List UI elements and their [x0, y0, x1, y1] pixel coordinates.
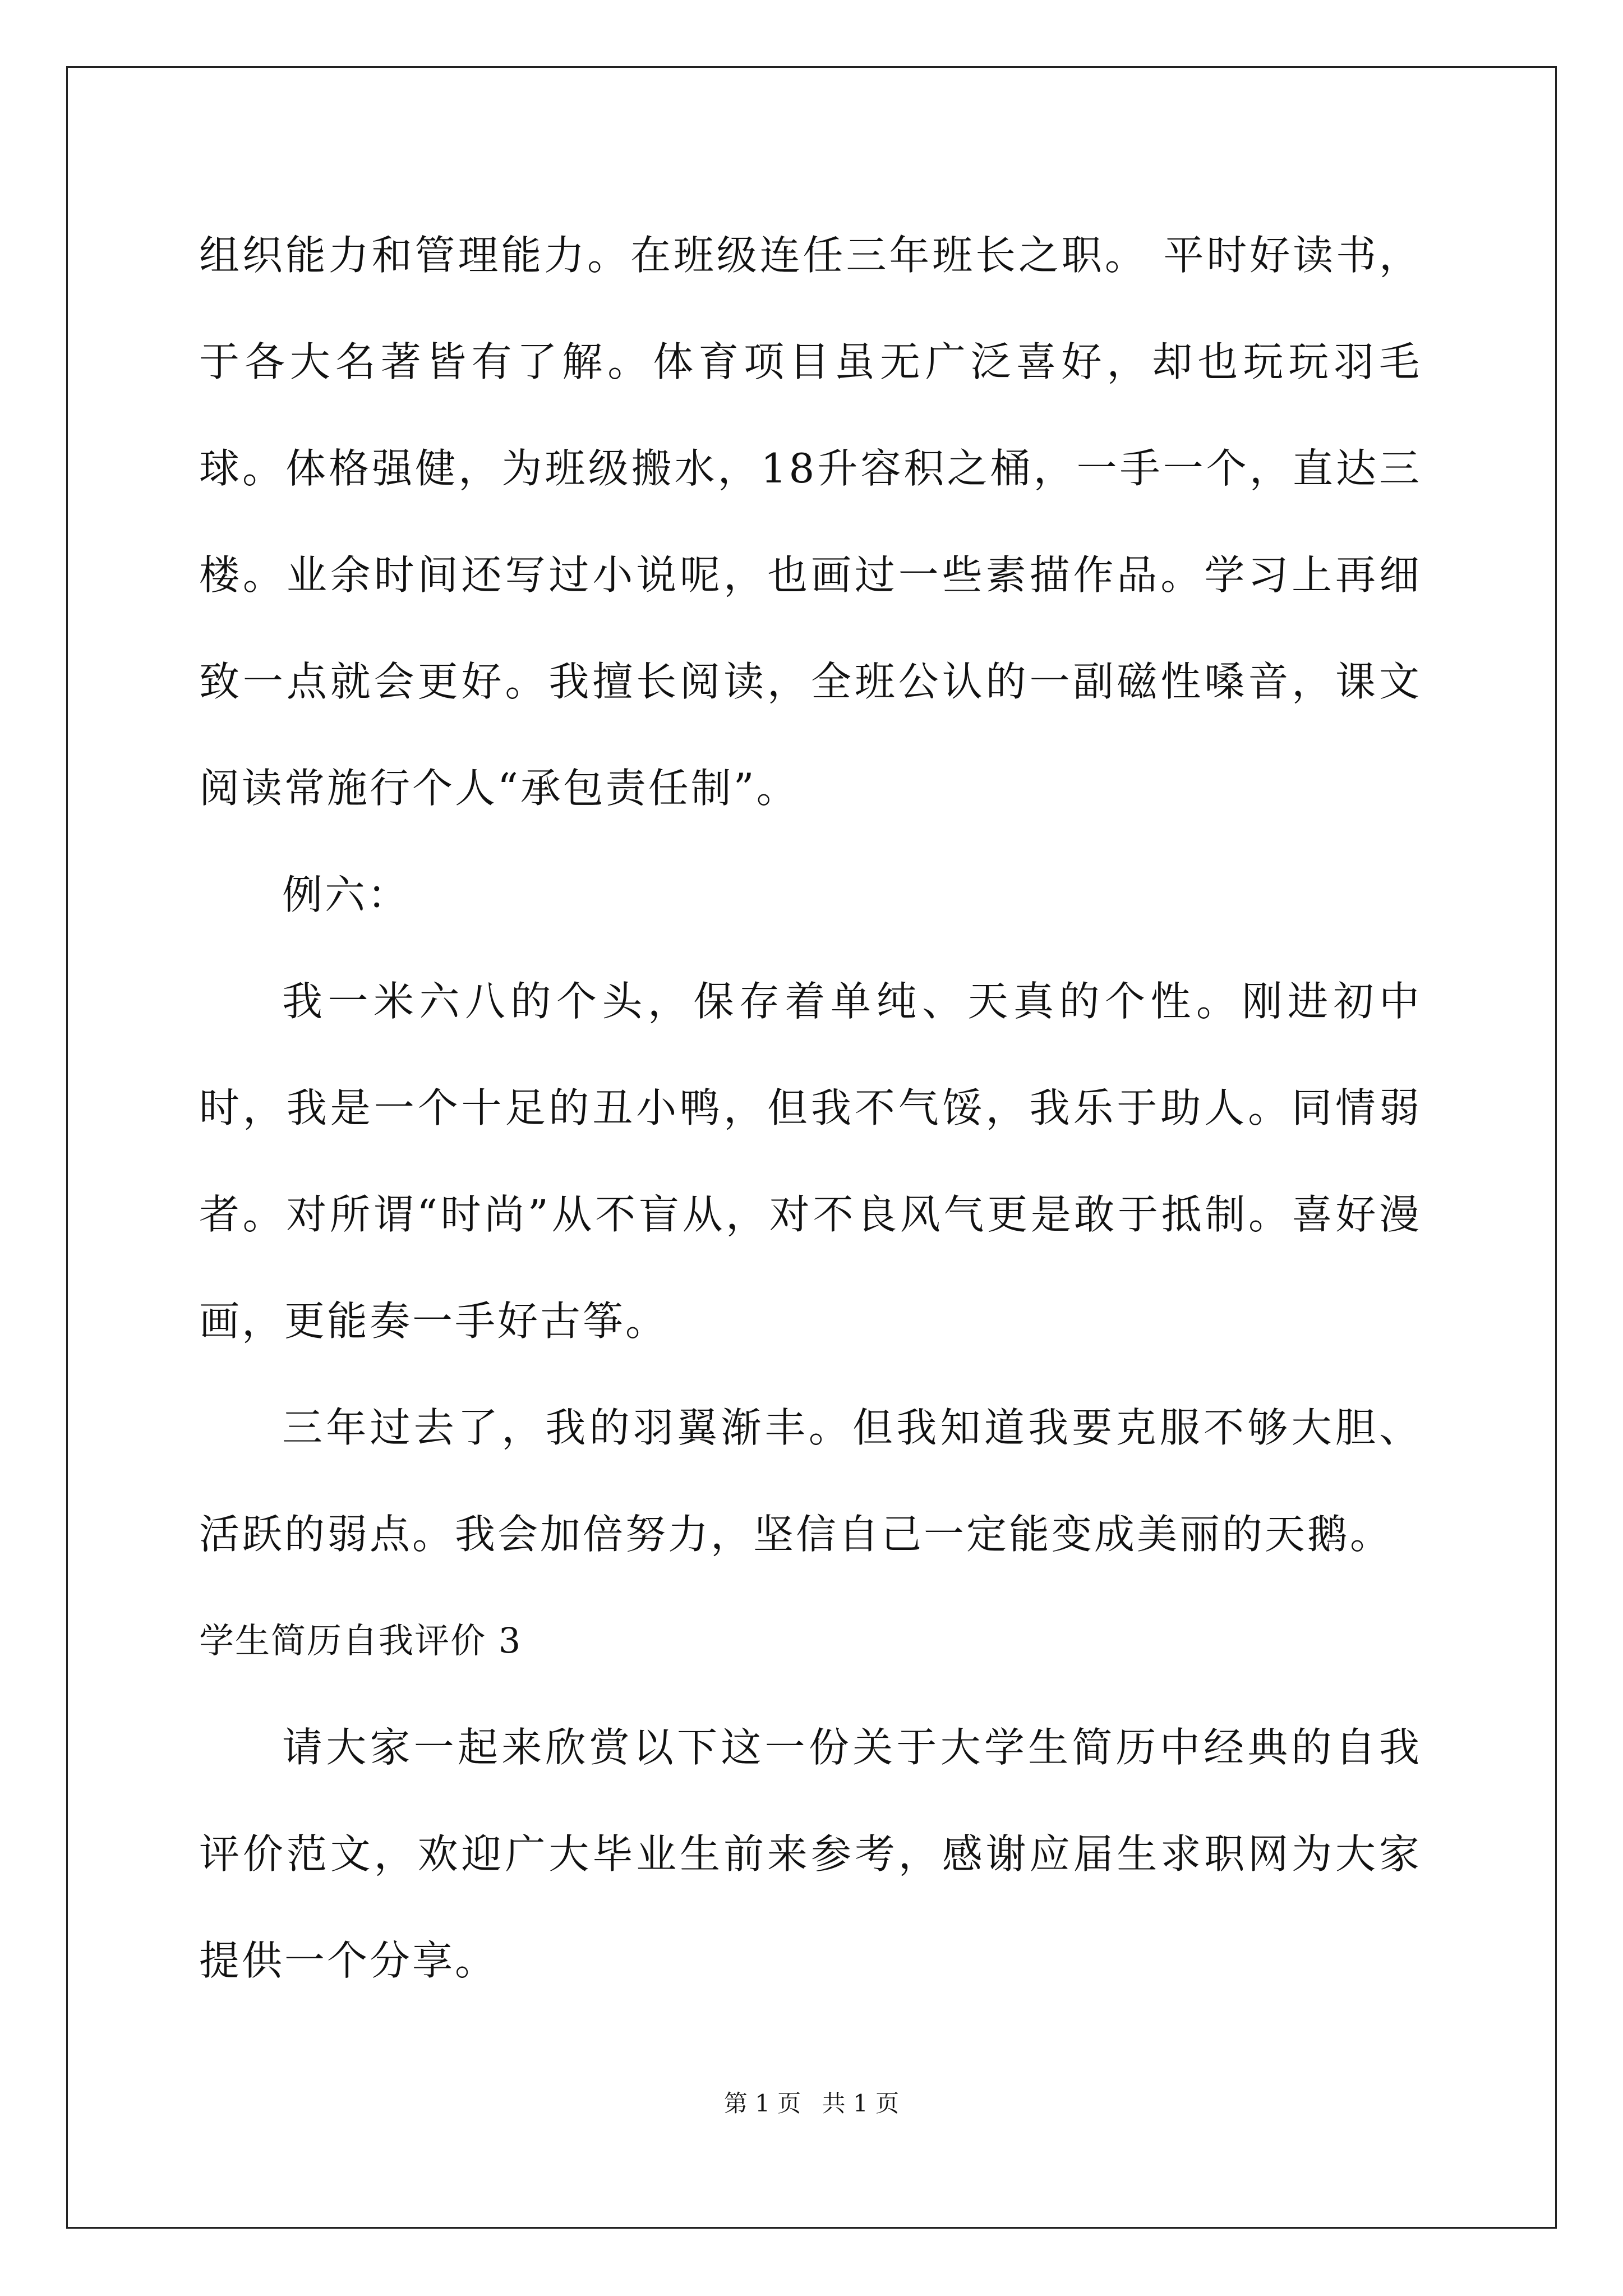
- paragraph-intro: 请大家一起来欣赏以下这一份关于大学生简历中经典的自我评价范文，欢迎广大毕业生前来参考，感谢应届生求职网为大家提供一个分享。: [199, 1724, 1422, 1984]
- paragraph-three-years: 三年过去了，我的羽翼渐丰。但我知道我要克服不够大胆、活跃的弱点。我会加倍努力，坚信自己一定能变成美丽的天鹅。: [199, 1404, 1422, 1558]
- paragraph-example-six-label: 例六：: [282, 871, 411, 918]
- page-number-current: 第 1 页: [723, 2090, 801, 2117]
- paragraph-continued: 组织能力和管理能力。在班级连任三年班长之职。 平时好读书，于各大名著皆有了解。体育项目虽无广泛喜好，却也玩玩羽毛球。体格强健，为班级搬水，18升容积之桶，一手一个，直达三楼。业余时间还写过小说呢，也画过一些素描作品。学习上再细致一点就会更好。我擅长阅读，全班公认的一副磁性嗓音，课文阅读常施行个人“承包责任制”。: [199, 232, 1422, 812]
- document-body: [199, 202, 1422, 2014]
- page-number-total: 共 1 页: [822, 2090, 900, 2117]
- page-footer: [0, 2087, 1623, 2120]
- paragraph-example-six: 我一米六八的个头，保存着单纯、天真的个性。刚进初中时，我是一个十足的丑小鸭，但我不气馁，我乐于助人。同情弱者。对所谓“时尚”从不盲从，对不良风气更是敢于抵制。喜好漫画，更能奏一手好古筝。: [199, 978, 1422, 1345]
- section-heading: 学生简历自我评价 3: [199, 1620, 522, 1661]
